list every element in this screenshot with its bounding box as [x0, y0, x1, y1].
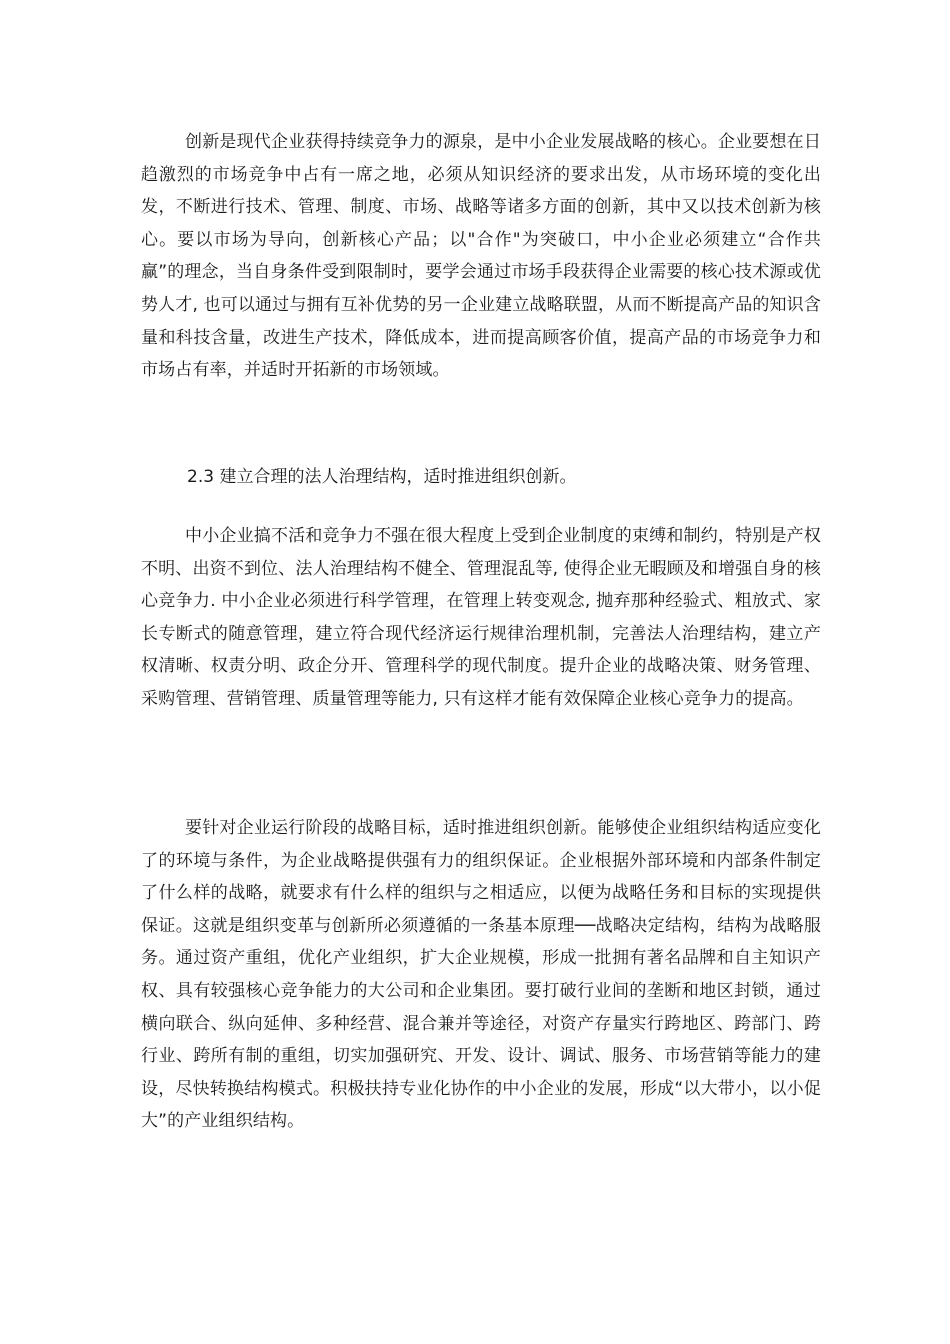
section-heading: 2.3 建立合理的法人治理结构，适时推进组织创新。 [187, 467, 577, 487]
paragraph-governance: 中小企业搞不活和竞争力不强在很大程度上受到企业制度的束缚和制约，特别是产权不明、出资不到位、法人治理结构不健全、管理混乱等, 使得企业无暇顾及和增强自身的核心竞争力. 中小企业必须进行科学管理，在管理上转变观念, 抛弃那种经验式、粗放式、家长专断式的随意管理，建立符合现代经济运行规律治理机制，完善法人治理结构，建立产权清晰、权责分明、政企分开、管理科学的现代制度。提升企业的战略决策、财务管理、采购管理、营销管理、质量管理等能力, 只有这样才能有效保障企业核心竞争力的提高。 [141, 526, 821, 709]
paragraph-innovation: 创新是现代企业获得持续竞争力的源泉，是中小企业发展战略的核心。企业要想在日趋激烈的市场竞争中占有一席之地，必须从知识经济的要求出发，从市场环境的变化出发，不断进行技术、管理、制度、市场、战略等诸多方面的创新，其中又以技术创新为核心。要以市场为导向，创新核心产品；以"合作"为突破口，中小企业必须建立“合作共赢”的理念，当自身条件受到限制时，要学会通过市场手段获得企业需要的核心技术源或优势人才, 也可以通过与拥有互补优势的另一企业建立战略联盟，从而不断提高产品的知识含量和科技含量，改进生产技术，降低成本，进而提高顾客价值，提高产品的市场竞争力和市场占有率，并适时开拓新的市场领域。 [141, 132, 821, 381]
paragraph-organization: 要针对企业运行阶段的战略目标，适时推进组织创新。能够使企业组织结构适应变化了的环境与条件，为企业战略提供强有力的组织保证。企业根据外部环境和内部条件制定了什么样的战略，就要求有什么样的组织与之相适应，以便为战略任务和目标的实现提供保证。这就是组织变革与创新所必须遵循的一条基本原理──战略决定结构，结构为战略服务。通过资产重组，优化产业组织，扩大企业规模，形成一批拥有著名品牌和自主知识产权、具有较强核心竞争能力的大公司和企业集团。要打破行业间的垄断和地区封锁，通过横向联合、纵向延伸、多种经营、混合兼并等途径，对资产存量实行跨地区、跨部门、跨行业、跨所有制的重组，切实加强研究、开发、设计、调试、服务、市场营销等能力的建设，尽快转换结构模式。积极扶持专业化协作的中小企业的发展，形成“以大带小，以小促大”的产业组织结构。 [141, 818, 821, 1132]
